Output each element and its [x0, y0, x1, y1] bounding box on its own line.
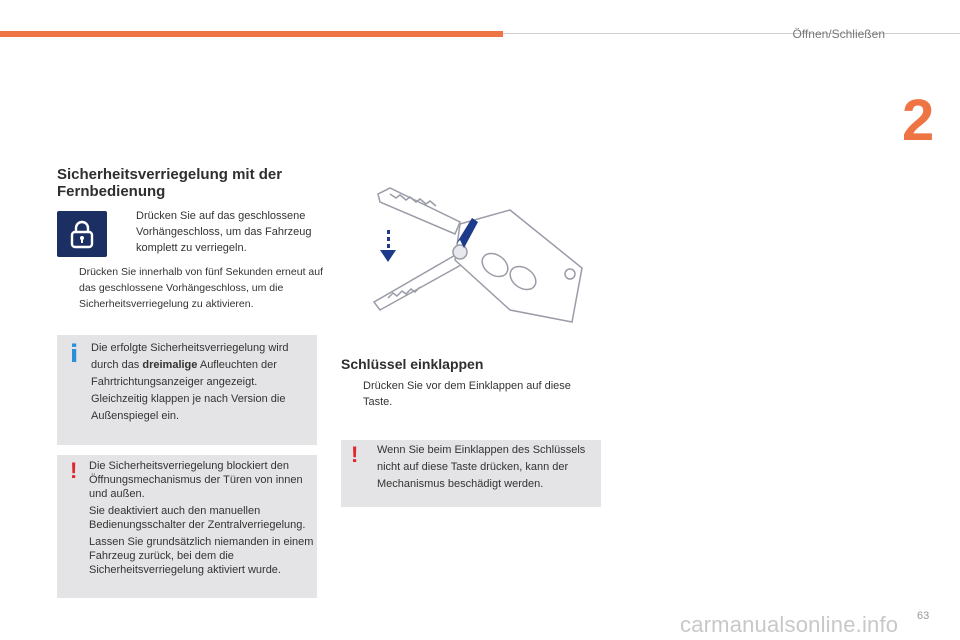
- section-title: Öffnen/Schließen: [792, 27, 885, 41]
- instruction-text: Drücken Sie innerhalb von fünf Sekunden erneut auf das geschlossene Vorhängeschloss, um die Sicherheitsverriegelung zu aktivieren.: [79, 266, 323, 310]
- padlock-closed-icon: [57, 211, 107, 257]
- warning-text: Wenn Sie beim Einklappen des Schlüssels nicht auf diese Taste drücken, kann der Mechanismus beschädigt werden.: [377, 444, 586, 490]
- page-number: 63: [917, 610, 930, 622]
- watermark: carmanualsonline.info: [680, 612, 899, 637]
- instruction-bullet: [57, 264, 327, 312]
- warning-paragraph: Sie deaktiviert auch den manuellen Bedienungsschalter der Zentralverriegelung.: [89, 505, 306, 531]
- chapter-number: 2: [902, 88, 935, 153]
- folding-key-icon: [360, 182, 590, 327]
- instruction-text: Drücken Sie auf das geschlossene Vorhängeschloss, um das Fahrzeug komplett zu verriegeln.: [136, 210, 312, 254]
- section-heading: Sicherheitsverriegelung mit der Fernbedienung: [57, 166, 283, 200]
- warning-icon: !: [351, 442, 359, 467]
- instruction-bullet: [114, 208, 324, 256]
- warning-paragraph: Die Sicherheitsverriegelung blockiert den Öffnungsmechanismus der Türen von innen und außen.: [89, 460, 303, 500]
- info-text-part: Die erfolgte Sicherheitsverriegelung wird durch das: [91, 342, 289, 371]
- info-text-part: Aufleuchten der Fahrtrichtungsanzeiger angezeigt. Gleichzeitig klappen je nach Version die Außenspiegel ein.: [91, 359, 286, 422]
- header-accent-bar: [0, 31, 503, 37]
- info-text: [91, 340, 315, 425]
- info-icon: i: [70, 340, 79, 368]
- info-text-emphasis: dreimalige: [142, 359, 198, 371]
- subsection-heading: Schlüssel einklappen: [341, 356, 484, 372]
- warning-paragraph: Lassen Sie grundsätzlich niemanden in einem Fahrzeug zurück, bei dem die Sicherheitsverriegelung aktiviert wurde.: [89, 536, 314, 576]
- instruction-text: Drücken Sie vor dem Einklappen auf diese Taste.: [363, 380, 571, 408]
- header-rule: [503, 33, 960, 34]
- instruction-bullet: [341, 378, 603, 410]
- warning-text: [89, 459, 315, 580]
- warning-icon: !: [70, 458, 78, 483]
